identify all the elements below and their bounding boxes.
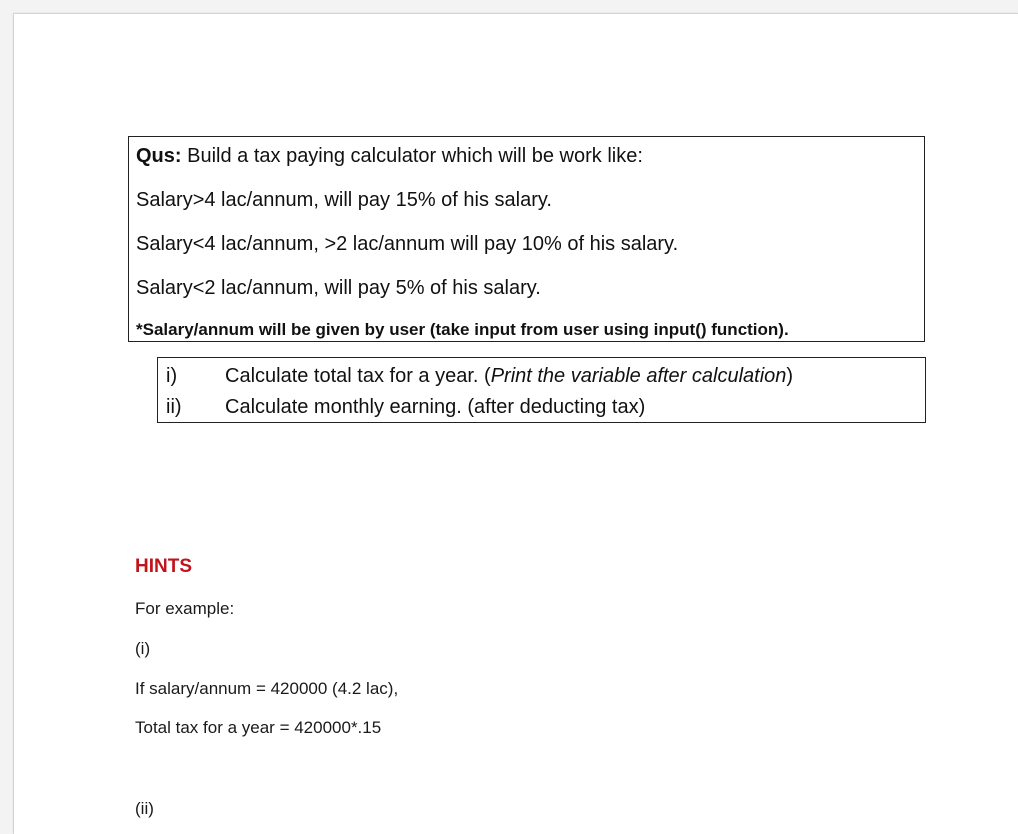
task-1-text-italic: Print the variable after calculation: [490, 365, 787, 387]
question-box: [128, 136, 925, 342]
task-2-number: ii): [166, 396, 182, 418]
hint-line-2: (i): [135, 639, 151, 658]
task-1-text: [225, 364, 793, 388]
rule-line-1: Salary>4 lac/annum, will pay 15% of his salary.: [136, 189, 552, 211]
rule-line-3: Salary<2 lac/annum, will pay 5% of his salary.: [136, 277, 541, 299]
task-1-text-after: ): [786, 365, 794, 387]
task-1-text-before: Calculate total tax for a year. (: [225, 365, 491, 387]
question-label: Qus:: [136, 145, 182, 167]
question-heading: [136, 144, 643, 168]
question-text: Build a tax paying calculator which will be work like:: [181, 145, 643, 167]
rule-line-2: Salary<4 lac/annum, >2 lac/annum will pay 10% of his salary.: [136, 233, 679, 255]
tasks-box: [157, 357, 926, 423]
input-note: *Salary/annum will be given by user (take input from user using input() function).: [136, 320, 789, 339]
task-2-text: Calculate monthly earning. (after deducting tax): [225, 396, 646, 418]
hint-line-3: If salary/annum = 420000 (4.2 lac),: [135, 679, 399, 698]
hints-title: HINTS: [135, 556, 192, 577]
hint-line-1: For example:: [135, 599, 235, 618]
hint-line-4: Total tax for a year = 420000*.15: [135, 718, 382, 737]
document-page: [13, 13, 1018, 834]
task-1-number: i): [166, 365, 178, 387]
hint-line-5: (ii): [135, 799, 154, 818]
